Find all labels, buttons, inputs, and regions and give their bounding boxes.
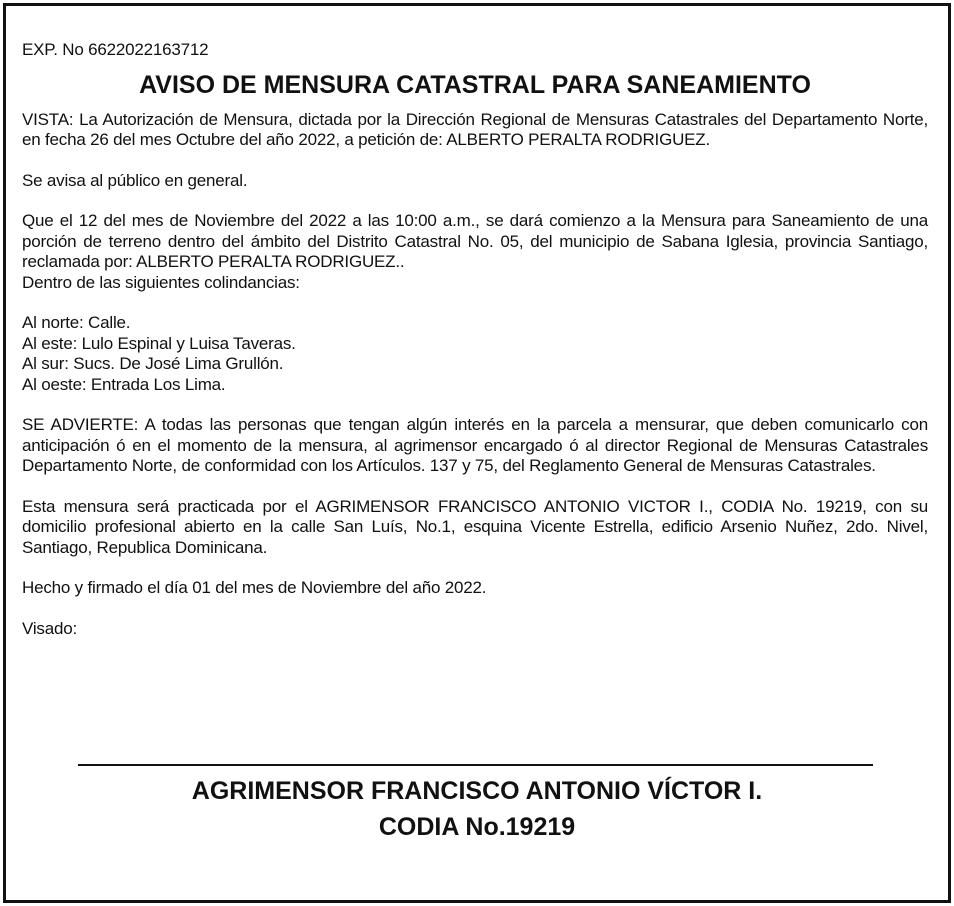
signature-name: AGRIMENSOR FRANCISCO ANTONIO VÍCTOR I.: [191, 777, 763, 805]
warning-paragraph: SE ADVIERTE: A todas las personas que tengan algún interés en la parcela a mensurar, que deben comunicarlo con anticipación ó en el momento de la mensura, al agrimensor encargado ó al director Regional de Mensuras Catastrales Departamento Norte, de conformidad con los Artículos. 137 y 75, del Reglamento General de Mensuras Catastrales.: [22, 415, 928, 475]
signed-date-line: Hecho y firmado el día 01 del mes de Noviembre del año 2022.: [22, 578, 487, 597]
boundary-east: Al este: Lulo Espinal y Luisa Taveras.: [22, 333, 296, 353]
boundaries-intro: Dentro de las siguientes colindancias:: [22, 272, 300, 292]
public-notice-line: Se avisa al público en general.: [22, 170, 248, 190]
notice-title: AVISO DE MENSURA CATASTRAL PARA SANEAMIENTO: [139, 70, 811, 99]
signature-line: [78, 764, 873, 766]
survey-start-block: [22, 211, 928, 293]
boundary-west: Al oeste: Entrada Los Lima.: [22, 374, 226, 394]
boundary-south: Al sur: Sucs. De José Lima Grullón.: [22, 354, 284, 373]
survey-start-paragraph: Que el 12 del mes de Noviembre del 2022 a las 10:00 a.m., se dará comienzo a la Mensura para Saneamiento de una porción de terreno dentro del ámbito del Distrito Catastral No. 05, del municipio de Sabana Iglesia, provincia Santiago, reclamada por: ALBERTO PERALTA RODRIGUEZ..: [22, 211, 928, 271]
boundaries-list: [22, 313, 928, 395]
notice-frame: [3, 3, 951, 903]
signature-codia: CODIA No.19219: [378, 813, 576, 841]
vista-paragraph: VISTA: La Autorización de Mensura, dictada por la Dirección Regional de Mensuras Catastrales del Departamento Norte, en fecha 26 del mes Octubre del año 2022, a petición de: ALBERTO PERALTA RODRIGUEZ.: [22, 109, 928, 149]
visado-label: Visado:: [22, 618, 77, 638]
expediente-number: EXP. No 6622022163712: [22, 40, 209, 59]
boundary-north: Al norte: Calle.: [22, 313, 131, 332]
notice-body: [22, 40, 928, 659]
surveyor-paragraph: Esta mensura será practicada por el AGRIMENSOR FRANCISCO ANTONIO VICTOR I., CODIA No. 19219, con su domicilio profesional abierto en la calle San Luís, No.1, esquina Vicente Estrella, edificio Arsenio Nuñez, 2do. Nivel, Santiago, Republica Dominicana.: [22, 496, 928, 557]
